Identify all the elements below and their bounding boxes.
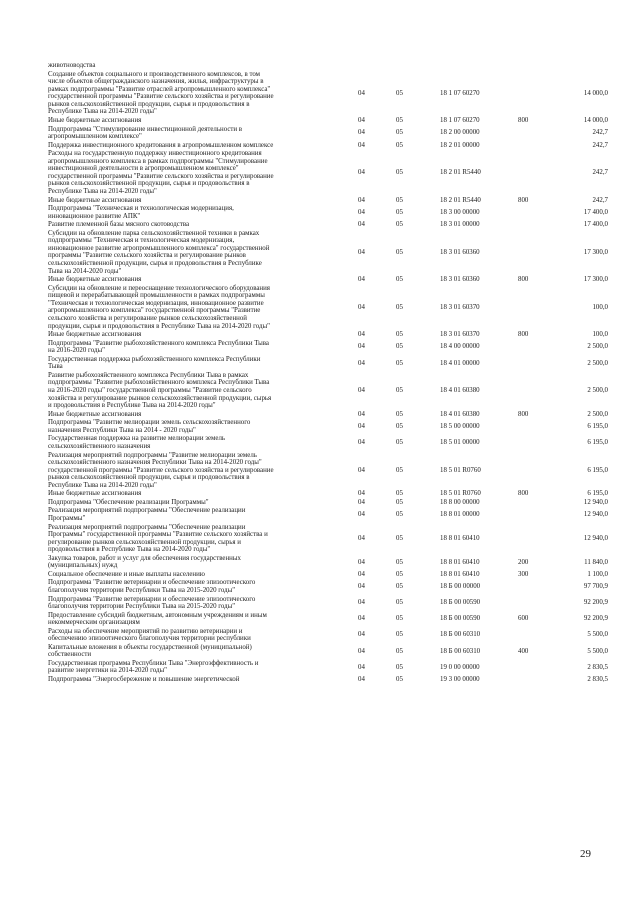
row-name: Иные бюджетные ассигнования — [48, 490, 142, 498]
row-section: 04 — [358, 647, 365, 655]
row-sum: 12 940,0 — [583, 511, 608, 519]
row-subsection: 05 — [396, 129, 403, 137]
row-section: 04 — [358, 248, 365, 256]
row-name: Подпрограмма "Обеспечение реализации Программы" — [48, 498, 209, 506]
row-expense-type: 800 — [518, 117, 529, 124]
table-row — [48, 660, 608, 675]
row-sum: 2 500,0 — [587, 343, 608, 351]
row-section: 04 — [358, 663, 365, 671]
row-sum: 17 400,0 — [583, 208, 608, 216]
row-target-article: 18 8 01 60410 — [440, 558, 480, 566]
row-target-article: 18 5 01 R0760 — [440, 490, 481, 498]
row-target-article: 18 8 01 60410 — [440, 570, 480, 578]
row-sum: 5 500,0 — [587, 647, 608, 655]
row-section: 04 — [358, 208, 365, 216]
row-sum: 5 500,0 — [587, 631, 608, 639]
table-row — [48, 676, 608, 684]
row-expense-type: 800 — [518, 410, 529, 418]
row-subsection: 05 — [396, 276, 403, 284]
row-target-article: 18 2 01 R5440 — [440, 196, 481, 204]
table-row — [48, 372, 608, 410]
row-subsection: 05 — [396, 631, 403, 639]
row-sum: 2 830,5 — [587, 676, 608, 683]
table-row — [48, 340, 608, 355]
row-name: Расходы на государственную поддержку инвестиционного кредитования агропромышленного комплекса в рамках подпрограммы "Стимулирование инвестиционной деятельности в агропромышленном комплексе" государственной программы "Развитие сельского хозяйства и регулирование рынков сельскохозяйственной продукции, сырья и продовольствия в Республике Тыва на 2014-2020 годы" — [48, 150, 274, 196]
table-row — [48, 499, 608, 507]
row-subsection: 05 — [396, 570, 403, 578]
row-subsection: 05 — [396, 599, 403, 607]
row-subsection: 05 — [396, 534, 403, 542]
row-sum: 17 300,0 — [583, 276, 608, 284]
row-sum: 97 700,9 — [583, 583, 608, 591]
row-target-article: 18 3 01 60360 — [440, 276, 480, 284]
row-section: 04 — [358, 387, 365, 395]
row-name: Субсидии на обновление и переоснащение технологического оборудования пищевой и перерабатывающей промышленности в рамках подпрограммы "Техническая и технологическая модернизация, инновационное развитие агропромышленного комплекса" государственной программы "Развитие сельского хозяйства и регулирование рынков сельскохозяйственной продукции, сырья и продовольствия в Республике Тыва на 2014-2020 годы" — [48, 284, 270, 330]
row-subsection: 05 — [396, 583, 403, 591]
row-subsection: 05 — [396, 410, 403, 418]
table-row — [48, 507, 608, 522]
row-target-article: 18 5 01 R0760 — [440, 466, 481, 474]
row-target-article: 18 4 01 60380 — [440, 410, 480, 418]
row-expense-type: 800 — [518, 196, 529, 204]
row-sum: 100,0 — [592, 303, 608, 311]
table-row — [48, 596, 608, 611]
row-section: 04 — [358, 89, 365, 97]
row-sum: 2 500,0 — [587, 387, 608, 395]
row-sum: 100,0 — [592, 331, 608, 339]
row-target-article: 18 8 00 00000 — [440, 498, 480, 506]
row-target-article: 18 8 01 60410 — [440, 534, 480, 542]
row-name: Развитие племенной базы мясного скотоводства — [48, 221, 190, 229]
row-subsection: 05 — [396, 615, 403, 623]
row-subsection: 05 — [396, 343, 403, 351]
row-sum: 92 200,9 — [583, 615, 608, 623]
row-target-article: 18 4 01 00000 — [440, 359, 480, 367]
row-sum: 242,7 — [592, 141, 608, 149]
table-row — [48, 555, 608, 570]
row-section: 04 — [358, 599, 365, 607]
row-sum: 12 940,0 — [583, 498, 608, 506]
row-section: 04 — [358, 534, 365, 542]
row-subsection: 05 — [396, 423, 403, 431]
row-section: 04 — [358, 221, 365, 229]
row-section: 04 — [358, 169, 365, 177]
row-target-article: 18 3 01 60360 — [440, 248, 480, 256]
table-row — [48, 579, 608, 594]
row-sum: 2 500,0 — [587, 359, 608, 367]
row-sum: 6 195,0 — [587, 466, 608, 474]
row-section: 04 — [358, 359, 365, 367]
row-subsection: 05 — [396, 558, 403, 566]
row-name: Реализация мероприятий подпрограммы "Обеспечение реализации Программы" — [48, 507, 246, 522]
row-section: 04 — [358, 410, 365, 418]
row-name: Подпрограмма "Развитие рыбохозяйственного комплекса Республики Тыва на 2016-2020 годы" — [48, 339, 269, 355]
row-target-article: 18 Б 00 00590 — [440, 599, 481, 607]
row-name: Иные бюджетные ассигнования — [48, 276, 142, 284]
row-target-article: 18 4 01 60380 — [440, 387, 480, 395]
table-row — [48, 419, 608, 434]
row-sum: 2 830,5 — [587, 663, 608, 671]
row-sum: 2 500,0 — [587, 410, 608, 418]
table-row — [48, 571, 608, 579]
row-name: Реализация мероприятий подпрограммы "Обеспечение реализации Программы" государственной программы "Развитие сельского хозяйства и регулирование рынков сельскохозяйственной продукции, сырья и продовольствия в Республике Тыва на 2014-2020 годы" — [48, 523, 268, 554]
row-name: Социальное обеспечение и иные выплаты населению — [48, 570, 205, 578]
row-expense-type: 800 — [518, 276, 529, 284]
row-name: Иные бюджетные ассигнования — [48, 410, 142, 418]
row-sum: 12 940,0 — [583, 534, 608, 542]
row-section: 04 — [358, 276, 365, 284]
row-target-article: 18 Б 00 60310 — [440, 631, 481, 639]
table-row — [48, 221, 608, 229]
row-sum: 17 300,0 — [583, 248, 608, 256]
row-name: Государственная программа Республики Тыва "Энергоэффективность и развитие энергетики на 2014-2020 годы" — [48, 659, 259, 675]
row-section: 04 — [358, 631, 365, 639]
row-section: 04 — [358, 117, 365, 124]
row-target-article: 18 1 07 60270 — [440, 89, 480, 97]
row-expense-type: 800 — [518, 490, 529, 498]
table-row — [48, 142, 608, 150]
row-sum: 6 195,0 — [587, 439, 608, 447]
page-number: 29 — [580, 848, 591, 860]
row-name: Создание объектов социального и производственного комплексов, в том числе объектов общегражданского назначения, жилья, инфраструктуры в рамках подпрограммы "Развитие отраслей агропромышленного комплекса" государственной программы "Развитие сельского хозяйства и регулирование рынков сельскохозяйственной продукции, сырья и продовольствия в Республике Тыва на 2014-2020 годы" — [48, 70, 274, 116]
row-expense-type: 300 — [518, 570, 529, 578]
row-target-article: 18 3 01 60370 — [440, 331, 480, 339]
row-target-article: 18 Б 00 60310 — [440, 647, 481, 655]
row-name: Поддержка инвестиционного кредитования в агропромышленном комплексе — [48, 141, 274, 149]
row-section: 04 — [358, 511, 365, 519]
row-subsection: 05 — [396, 303, 403, 311]
row-name: Расходы на обеспечение мероприятий по развитию ветеринарии и обеспечению эпизоотического благополучия территории республики — [48, 627, 251, 643]
table-row — [48, 285, 608, 331]
row-subsection: 05 — [396, 221, 403, 229]
row-name: Подпрограмма "Развитие ветеринарии и обеспечение эпизоотического благополучия территории Республики Тыва на 2015-2020 годы" — [48, 579, 256, 594]
row-name: Иные бюджетные ассигнования — [48, 331, 142, 339]
row-subsection: 05 — [396, 387, 403, 395]
row-name: животноводства — [48, 62, 96, 69]
row-sum: 11 840,0 — [584, 558, 608, 566]
row-subsection: 05 — [396, 141, 403, 149]
row-section: 04 — [358, 423, 365, 431]
row-section: 04 — [358, 583, 365, 591]
row-target-article: 18 5 00 00000 — [440, 423, 480, 431]
row-section: 04 — [358, 129, 365, 137]
row-name: Реализация мероприятий подпрограммы "Развитие мелиорации земель сельскохозяйственного назначения Республики Тыва на 2014-2020 годы" государственной программы "Развитие сельского хозяйства и регулирование рынков сельскохозяйственной продукции, сырья и продовольствия в Республике Тыва на 2014-2020 годы" — [48, 451, 274, 489]
row-expense-type: 200 — [518, 558, 529, 566]
table-row — [48, 524, 608, 554]
row-target-article: 18 Б 00 00590 — [440, 615, 481, 623]
row-expense-type: 600 — [518, 615, 529, 623]
row-section: 04 — [358, 303, 365, 311]
row-subsection: 05 — [396, 169, 403, 177]
table-row — [48, 628, 608, 643]
row-subsection: 05 — [396, 647, 403, 655]
row-section: 04 — [358, 466, 365, 474]
row-target-article: 19 0 00 00000 — [440, 663, 480, 671]
row-target-article: 18 3 01 60370 — [440, 303, 480, 311]
table-row — [48, 197, 608, 205]
row-name: Иные бюджетные ассигнования — [48, 117, 142, 124]
row-subsection: 05 — [396, 331, 403, 339]
table-row — [48, 205, 608, 220]
row-target-article: 18 3 00 00000 — [440, 208, 480, 216]
table-row — [48, 490, 608, 498]
row-expense-type: 800 — [518, 331, 529, 339]
row-sum: 6 195,0 — [587, 490, 608, 498]
row-sum: 14 000,0 — [583, 117, 608, 124]
row-name: Субсидии на обновление парка сельскохозяйственной техники в рамках подпрограммы "Техническая и технологическая модернизация, инновационное развитие агропромышленного комплекса" государственной программы "Развитие сельского хозяйства и регулирование рынков сельскохозяйственной продукции, сырья и продовольствия в Республике Тыва на 2014-2020 годы" — [48, 229, 270, 275]
row-section: 04 — [358, 558, 365, 566]
row-target-article: 18 3 01 00000 — [440, 221, 480, 229]
row-name: Подпрограмма "Техническая и технологическая модернизация, инновационное развитие АПК" — [48, 205, 234, 220]
table-row — [48, 117, 608, 125]
row-target-article: 18 8 01 00000 — [440, 511, 480, 519]
row-section: 04 — [358, 439, 365, 447]
row-sum: 242,7 — [592, 196, 608, 204]
row-section: 04 — [358, 343, 365, 351]
row-section: 04 — [358, 196, 365, 204]
row-sum: 6 195,0 — [587, 423, 608, 431]
table-row — [48, 331, 608, 339]
row-target-article: 18 2 01 R5440 — [440, 169, 481, 177]
row-subsection: 05 — [396, 439, 403, 447]
row-sum: 14 000,0 — [583, 89, 608, 97]
row-subsection: 05 — [396, 511, 403, 519]
row-target-article: 18 4 00 00000 — [440, 343, 480, 351]
row-subsection: 05 — [396, 248, 403, 256]
row-subsection: 05 — [396, 89, 403, 97]
row-name: Предоставление субсидий бюджетным, автономным учреждениям и иным некоммерческим организациям — [48, 611, 267, 627]
row-section: 04 — [358, 490, 365, 498]
table-row — [48, 126, 608, 141]
table-row — [48, 150, 608, 196]
row-name: Подпрограмма "Стимулирование инвестиционной деятельности в агропромышленном комплексе" — [48, 125, 243, 141]
row-name: Закупка товаров, работ и услуг для обеспечения государственных (муниципальных) нужд — [48, 554, 241, 570]
row-subsection: 05 — [396, 208, 403, 216]
row-target-article: 18 5 01 00000 — [440, 439, 480, 447]
row-subsection: 05 — [396, 196, 403, 204]
row-name: Подпрограмма "Развитие ветеринарии и обеспечение эпизоотического благополучия территории Республики Тыва на 2015-2020 годы" — [48, 595, 256, 611]
table-row — [48, 356, 608, 371]
row-section: 04 — [358, 331, 365, 339]
row-expense-type: 400 — [518, 647, 529, 655]
table-row — [48, 276, 608, 284]
table-row — [48, 62, 608, 70]
row-target-article: 19 3 00 00000 — [440, 676, 480, 683]
row-sum: 92 200,9 — [583, 599, 608, 607]
row-subsection: 05 — [396, 466, 403, 474]
row-subsection: 05 — [396, 359, 403, 367]
row-sum: 242,7 — [592, 129, 608, 137]
row-subsection: 05 — [396, 663, 403, 671]
row-name: Подпрограмма "Энергосбережение и повышение энергетической — [48, 676, 240, 683]
row-sum: 17 400,0 — [583, 221, 608, 229]
table-row — [48, 612, 608, 627]
row-section: 04 — [358, 141, 365, 149]
row-target-article: 18 2 00 00000 — [440, 129, 480, 137]
row-target-article: 18 2 01 00000 — [440, 141, 480, 149]
row-section: 04 — [358, 615, 365, 623]
row-name: Капитальные вложения в объекты государственной (муниципальной) собственности — [48, 643, 252, 659]
row-name: Государственная поддержка рыбохозяйственного комплекса Республики Тыва — [48, 355, 261, 371]
row-subsection: 05 — [396, 498, 403, 506]
table-row — [48, 71, 608, 117]
row-subsection: 05 — [396, 490, 403, 498]
row-section: 04 — [358, 570, 365, 578]
row-name: Развитие рыбохозяйственного комплекса Республики Тыва в рамках подпрограммы "Развитие рыбохозяйственного комплекса Республики Тыва на 2016-2020 годы" государственной программы "Развитие сельского хозяйства и регулирование рынков сельскохозяйственной продукции, сырья и продовольствия в Республике Тыва на 2014-2020 годы" — [48, 371, 272, 410]
table-row — [48, 435, 608, 450]
row-sum: 242,7 — [592, 169, 608, 177]
table-row — [48, 452, 608, 490]
row-target-article: 18 1 07 60270 — [440, 117, 480, 124]
row-name: Государственная поддержка на развитие мелиорации земель сельскохозяйственного назначения — [48, 435, 226, 450]
row-name: Иные бюджетные ассигнования — [48, 196, 142, 204]
row-name: Подпрограмма "Развитие мелиорации земель сельскохозяйственного назначения Республики Тыва на 2014 - 2020 годы" — [48, 419, 251, 434]
table-row — [48, 411, 608, 419]
row-sum: 1 100,0 — [587, 570, 608, 578]
row-target-article: 18 Б 00 00000 — [440, 583, 481, 591]
row-section: 04 — [358, 498, 365, 506]
table-row — [48, 230, 608, 276]
row-subsection: 05 — [396, 676, 403, 683]
row-subsection: 05 — [396, 117, 403, 124]
table-row — [48, 644, 608, 659]
row-section: 04 — [358, 676, 365, 683]
